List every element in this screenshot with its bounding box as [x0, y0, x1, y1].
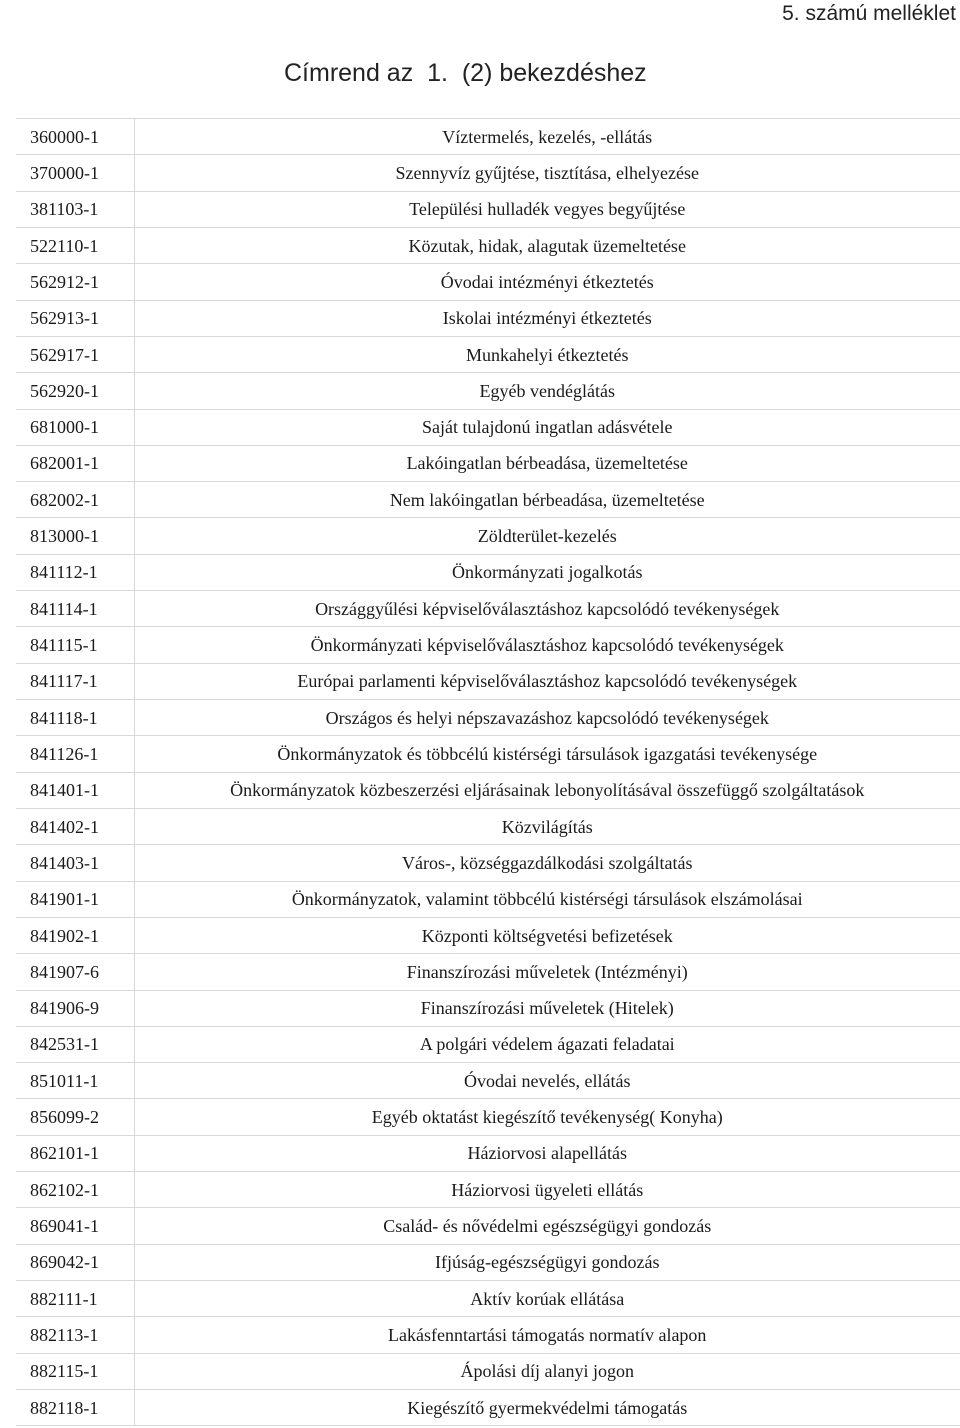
function-code-cell: 562913-1 [16, 300, 134, 336]
function-name-cell: Város-, községgazdálkodási szolgáltatás [134, 845, 960, 881]
function-code-cell: 370000-1 [16, 155, 134, 191]
function-code-cell: 862102-1 [16, 1172, 134, 1208]
table-row [16, 1353, 960, 1389]
function-code-cell: 841114-1 [16, 591, 134, 627]
function-code-cell: 841403-1 [16, 845, 134, 881]
function-code-cell: 869042-1 [16, 1244, 134, 1280]
function-name-cell: Háziorvosi ügyeleti ellátás [134, 1172, 960, 1208]
table-row [16, 518, 960, 554]
function-name-cell: Települési hulladék vegyes begyűjtése [134, 191, 960, 227]
function-code-cell: 882113-1 [16, 1317, 134, 1353]
table-row [16, 1244, 960, 1280]
table-row [16, 1026, 960, 1062]
function-name-cell: Iskolai intézményi étkeztetés [134, 300, 960, 336]
function-code-cell: 841126-1 [16, 736, 134, 772]
table-row [16, 227, 960, 263]
function-code-cell: 562920-1 [16, 373, 134, 409]
function-code-cell: 882111-1 [16, 1281, 134, 1317]
function-code-cell: 841118-1 [16, 700, 134, 736]
function-name-cell: Központi költségvetési befizetések [134, 917, 960, 953]
function-code-cell: 841906-9 [16, 990, 134, 1026]
table-row [16, 808, 960, 844]
function-code-cell: 360000-1 [16, 119, 134, 155]
function-name-cell: Kiegészítő gyermekvédelmi támogatás [134, 1389, 960, 1425]
table-row [16, 409, 960, 445]
function-code-cell: 841402-1 [16, 808, 134, 844]
function-name-cell: Szennyvíz gyűjtése, tisztítása, elhelyezése [134, 155, 960, 191]
function-name-cell: Önkormányzatok közbeszerzési eljárásainak lebonyolításával összefüggő szolgáltatások [134, 772, 960, 808]
function-name-cell: Háziorvosi alapellátás [134, 1135, 960, 1171]
function-code-table-body [16, 119, 960, 1426]
table-row [16, 119, 960, 155]
function-code-cell: 522110-1 [16, 227, 134, 263]
function-code-cell: 882115-1 [16, 1353, 134, 1389]
table-row [16, 627, 960, 663]
function-code-cell: 851011-1 [16, 1063, 134, 1099]
function-name-cell: Óvodai nevelés, ellátás [134, 1063, 960, 1099]
function-name-cell: Ifjúság-egészségügyi gondozás [134, 1244, 960, 1280]
table-row [16, 954, 960, 990]
function-name-cell: Egyéb oktatást kiegészítő tevékenység( Konyha) [134, 1099, 960, 1135]
table-row [16, 845, 960, 881]
function-code-cell: 841907-6 [16, 954, 134, 990]
table-row [16, 1389, 960, 1425]
function-name-cell: Lakóingatlan bérbeadása, üzemeltetése [134, 445, 960, 481]
function-code-cell: 681000-1 [16, 409, 134, 445]
function-code-cell: 841115-1 [16, 627, 134, 663]
function-name-cell: A polgári védelem ágazati feladatai [134, 1026, 960, 1062]
function-name-cell: Nem lakóingatlan bérbeadása, üzemeltetése [134, 482, 960, 518]
function-name-cell: Finanszírozási műveletek (Hitelek) [134, 990, 960, 1026]
table-row [16, 155, 960, 191]
function-code-cell: 856099-2 [16, 1099, 134, 1135]
table-row [16, 736, 960, 772]
function-code-cell: 882118-1 [16, 1389, 134, 1425]
function-name-cell: Közutak, hidak, alagutak üzemeltetése [134, 227, 960, 263]
function-name-cell: Munkahelyi étkeztetés [134, 336, 960, 372]
table-row [16, 663, 960, 699]
function-name-cell: Víztermelés, kezelés, -ellátás [134, 119, 960, 155]
function-code-cell: 562917-1 [16, 336, 134, 372]
function-name-cell: Európai parlamenti képviselőválasztáshoz kapcsolódó tevékenységek [134, 663, 960, 699]
table-row [16, 445, 960, 481]
function-name-cell: Országos és helyi népszavazáshoz kapcsolódó tevékenységek [134, 700, 960, 736]
function-name-cell: Önkormányzatok és többcélú kistérségi társulások igazgatási tevékenysége [134, 736, 960, 772]
function-name-cell: Család- és nővédelmi egészségügyi gondozás [134, 1208, 960, 1244]
table-row [16, 336, 960, 372]
function-code-cell: 562912-1 [16, 264, 134, 300]
function-code-cell: 841401-1 [16, 772, 134, 808]
table-row [16, 1208, 960, 1244]
table-row [16, 1172, 960, 1208]
table-row [16, 1317, 960, 1353]
table-row [16, 591, 960, 627]
function-code-cell: 682001-1 [16, 445, 134, 481]
function-name-cell: Óvodai intézményi étkeztetés [134, 264, 960, 300]
table-row [16, 990, 960, 1026]
function-name-cell: Önkormányzatok, valamint többcélú kistérségi társulások elszámolásai [134, 881, 960, 917]
function-code-cell: 841901-1 [16, 881, 134, 917]
function-name-cell: Aktív korúak ellátása [134, 1281, 960, 1317]
function-code-cell: 841112-1 [16, 554, 134, 590]
function-code-cell: 381103-1 [16, 191, 134, 227]
annex-label: 5. számú melléklet [782, 2, 956, 25]
function-code-table [16, 118, 960, 1426]
function-name-cell: Finanszírozási műveletek (Intézményi) [134, 954, 960, 990]
function-name-cell: Saját tulajdonú ingatlan adásvétele [134, 409, 960, 445]
function-name-cell: Zöldterület-kezelés [134, 518, 960, 554]
table-row [16, 373, 960, 409]
function-code-cell: 813000-1 [16, 518, 134, 554]
function-code-cell: 841902-1 [16, 917, 134, 953]
function-name-cell: Országgyűlési képviselőválasztáshoz kapcsolódó tevékenységek [134, 591, 960, 627]
table-row [16, 264, 960, 300]
function-code-cell: 869041-1 [16, 1208, 134, 1244]
function-code-cell: 682002-1 [16, 482, 134, 518]
function-name-cell: Önkormányzati jogalkotás [134, 554, 960, 590]
table-row [16, 1135, 960, 1171]
function-name-cell: Lakásfenntartási támogatás normatív alapon [134, 1317, 960, 1353]
function-name-cell: Egyéb vendéglátás [134, 373, 960, 409]
table-row [16, 1099, 960, 1135]
table-row [16, 700, 960, 736]
table-row [16, 917, 960, 953]
table-row [16, 554, 960, 590]
function-code-cell: 841117-1 [16, 663, 134, 699]
table-row [16, 300, 960, 336]
table-row [16, 881, 960, 917]
table-row [16, 1281, 960, 1317]
function-name-cell: Közvilágítás [134, 808, 960, 844]
function-code-cell: 842531-1 [16, 1026, 134, 1062]
table-row [16, 191, 960, 227]
page-title: Címrend az 1. (2) bekezdéshez [284, 59, 647, 87]
table-row [16, 772, 960, 808]
table-row [16, 1063, 960, 1099]
function-name-cell: Ápolási díj alanyi jogon [134, 1353, 960, 1389]
function-name-cell: Önkormányzati képviselőválasztáshoz kapcsolódó tevékenységek [134, 627, 960, 663]
table-row [16, 482, 960, 518]
function-code-cell: 862101-1 [16, 1135, 134, 1171]
